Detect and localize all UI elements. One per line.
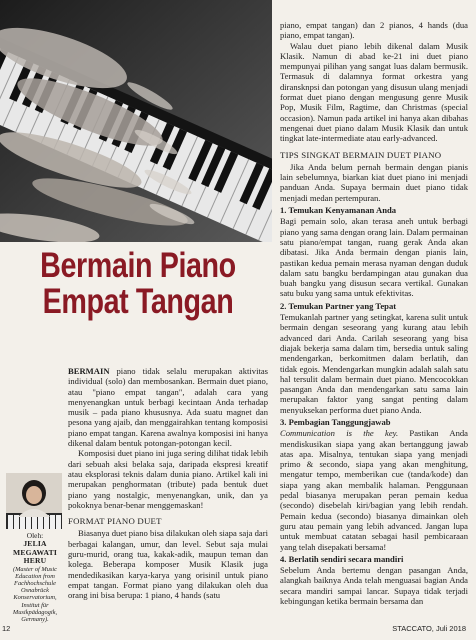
tips-intro: Jika Anda belum pernah bermain dengan pianis lain sebelumnya, biarkan kiat duet piano ini menjadi panduan Anda. Supaya bermain duet piano tidak menjadi medan pertempuran.	[280, 161, 468, 203]
left-paragraph-2: Komposisi duet piano ini juga sering dilihat tidak lebih dari sebuah aksi belaka saja, daripada ekspresi kreatif atau eksplorasi teknis dalam dunia piano. Artikel kali ini merupakan penghormatan (tribute) pada bentuk duet piano yang nostalgic, menyenangkan, unik, dan ya pokoknya benar-benar menggemaskan!	[68, 448, 268, 510]
tip-2-text: Temukanlah partner yang setingkat, karena sulit untuk bermain dengan seseorang yang kurang atau lebih advanced dari Anda. Carilah seseorang yang bisa diajak bekerja sama dalam tim, bersedia untuk saling mendengarkan, berkomitmen dalam berlatih, dan tidak egois. Mendengarkan mungkin adalah salah satu hal tersulit dalam bermain duet piano. Mencocokkan pasangan Anda dan mendengarkan satu sama lain merupakan faktor yang sangat penting dalam menyuksekan performa duet piano Anda.	[280, 312, 468, 415]
hero-photo-hands-on-piano	[0, 0, 272, 242]
format-section-title: FORMAT PIANO DUET	[68, 516, 162, 527]
tip-4-text: Sebelum Anda bertemu dengan pasangan Anda, alangkah baiknya Anda telah menguasai bagian Anda secara mandiri sampai lancar. Supaya tidak terjadi kebingungan ketika bermain bersama dan	[280, 565, 468, 607]
tip-3-body: Pastikan Anda mendiskusikan siapa yang akan bertanggung jawab atas apa. Misalnya, tentukan siapa yang menjadi primo & secondo, siapa yang akan menghitung, mengatur tempo, memberikan cue (tanda/kode) dan siapa yang akan membalik halaman. Penggunaan pedal biasanya merupakan peran pemain kedua (secondo) disebelah kiri/bagian yang lebih rendah. Pemain kedua (secondo) biasanya dimainkan oleh guru atau pemain yang lebih advanced. Jangan lupa untuk membuat catatan sebagai hasil pembicaraan yang telah disepakati bersama!	[280, 428, 468, 552]
intro-body: piano tidak selalu merupakan aktivitas individual (solo) dan membosankan. Bermain duet piano, atau "piano empat tangan", adalah cara yang menyenangkan untuk berbagi kecintaan Anda terhadap musik – pada piano khususnya. Ada suatu magnet dan pesona yang ajaib, dan menggairahkan tentang komposisi piano empat tangan. Karena awalnya komposisi ini hanya dikenal dalam bentuk potongan-potongan kecil.	[68, 366, 268, 449]
author-credentials: (Master of Music Education from Fachhochschule Osnabrück Konservatorium, Institut für Musikpädagogik, Germany).	[12, 565, 58, 624]
author-photo	[6, 473, 62, 529]
left-column	[68, 366, 268, 601]
page-number: 12	[2, 624, 11, 633]
tip-1-title: 1. Temukan Kenyamanan Anda	[280, 205, 397, 216]
tips-section-title: TIPS SINGKAT BERMAIN DUET PIANO	[280, 149, 442, 160]
tip-1-text: Bagi pemain solo, akan terasa aneh untuk berbagi piano yang sama dengan orang lain. Dalam permainan satu piano/empat tangan, ruang gerak Anda akan dibatasi. Jika Anda bermain dengan pianis lain, pastikan kedua pemain merasa nyaman dengan duduk dalam satu bangku berdampingan atau gunakan dua buah bangku yang disusun secara vertikal. Gunakan satu buku yang sama untuk efektivitas.	[280, 216, 468, 299]
left-paragraph-3: Biasanya duet piano bisa dilakukan oleh siapa saja dari berbagai kalangan, umur, dan level. Sebut saja mulai guru-murid, orang tua, kakak-adik, maupun teman dan kolega. Beberapa komposer Musik Klasik juga mendedikasikan karya-karya yang orisinil untuk piano empat tangan. Format piano yang dilakukan oleh dua orang ini bisa berupa: 1 piano, 4 hands (satu	[68, 528, 268, 601]
headline-line-1: Bermain Piano	[40, 246, 236, 285]
tip-3-text	[280, 428, 468, 552]
intro-paragraph	[68, 366, 268, 448]
author-name-line-1: JELIA	[23, 539, 47, 549]
tip-3-title: 3. Pembagian Tanggungjawab	[280, 416, 391, 427]
page-footer	[0, 622, 476, 640]
author-byline	[4, 532, 66, 623]
tip-4-title: 4. Berlatih sendiri secara mandiri	[280, 553, 404, 564]
continued-text: piano, empat tangan) dan 2 pianos, 4 hands (dua piano, empat tangan).	[280, 20, 468, 41]
magazine-issue: STACCATO, Juli 2018	[392, 624, 466, 633]
author-name-line-2: MEGAWATI HERU	[12, 547, 58, 566]
article-headline	[10, 248, 266, 319]
right-column	[280, 20, 468, 606]
right-paragraph-1: Walau duet piano lebih dikenal dalam Musik Klasik. Namun di abad ke-21 ini duet piano mempunyai pilihan yang sangat luas dalam bermusik. Termasuk di dalamnya format orkestra yang diransknpsi dan potongan yang disusun ulang menjadi format duet piano dengan mengusung genre Musik Pop, Musik Film, Ragtime, dan Christmas (special occasion). Namun pada artikel ini hanya akan dibahas mengenai duet piano dalam Musik Klasik dan untuk tingkat late-intermediate atau early-advanced.	[280, 40, 468, 144]
byline-by: Oleh:	[26, 531, 44, 540]
lead-word: BERMAIN	[68, 366, 110, 376]
headline-line-2: Empat Tangan	[42, 282, 234, 321]
tip-3-lead: Communication is the key.	[280, 428, 399, 439]
tip-2-title: 2. Temukan Partner yang Tepat	[280, 300, 397, 311]
